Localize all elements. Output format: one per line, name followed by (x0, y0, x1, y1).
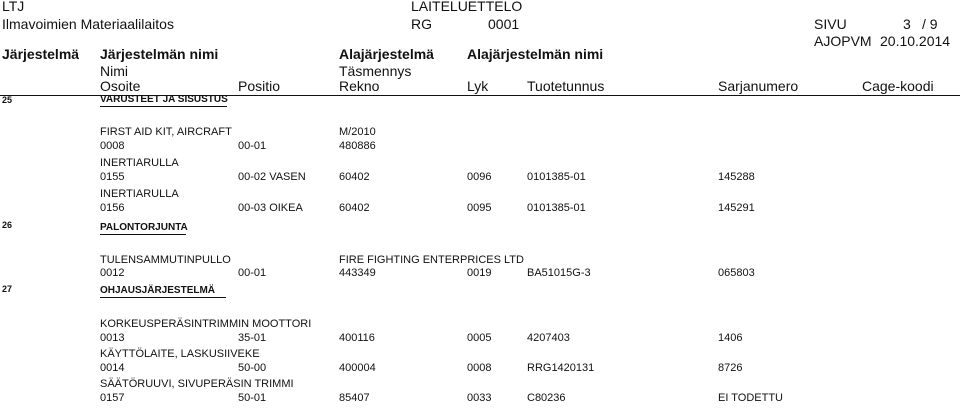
item-positio: 50-01 (238, 392, 267, 404)
item-lyk: 0095 (467, 202, 492, 214)
item-tuotetunnus: C80236 (527, 392, 566, 404)
item-name: TULENSAMMUTINPULLO (100, 254, 231, 266)
system-name: OHJAUSJÄRJESTELMÄ (100, 285, 216, 296)
item-positio: 50-00 (238, 362, 267, 374)
item-rekno: 85407 (339, 392, 370, 404)
system-name-underline (100, 106, 227, 107)
col-header-jarjestelman-nimi: Järjestelmän nimi (100, 46, 219, 62)
system-number: 27 (2, 284, 13, 294)
system-number: 25 (2, 95, 13, 105)
item-name: KORKEUSPERÄSINTRIMMIN MOOTTORI (100, 318, 312, 330)
col-header-positio: Positio (238, 78, 281, 94)
item-osoite: 0155 (100, 171, 125, 183)
item-osoite: 0012 (100, 267, 125, 279)
item-rekno: 443349 (339, 267, 376, 279)
run-date: 20.10.2014 (880, 33, 951, 49)
item-positio: 00-01 (238, 140, 267, 152)
item-positio: 35-01 (238, 332, 267, 344)
item-osoite: 0013 (100, 332, 125, 344)
item-tuotetunnus: BA51015G-3 (527, 267, 591, 279)
item-name: FIRST AID KIT, AIRCRAFT (100, 126, 232, 138)
run-date-label: AJOPVM (814, 33, 872, 49)
item-positio: 00-03 OIKEA (238, 202, 303, 214)
col-header-alajarjestelman-nimi: Alajärjestelmän nimi (467, 46, 604, 62)
page-label: SIVU (814, 16, 847, 32)
rg-label: RG (411, 16, 432, 32)
col-header-osoite: Osoite (100, 78, 141, 94)
item-osoite: 0008 (100, 140, 125, 152)
item-osoite: 0156 (100, 202, 125, 214)
col-header-rekno: Rekno (339, 78, 380, 94)
item-sarjanumero: 8726 (718, 362, 743, 374)
rg-value: 0001 (488, 16, 520, 32)
page-total: / 9 (922, 16, 938, 32)
system-name: VARUSTEET JA SISUSTUS (100, 94, 228, 105)
company-code: LTJ (2, 0, 25, 14)
item-name: INERTIARULLA (100, 157, 179, 169)
item-rekno: 400004 (339, 362, 376, 374)
item-lyk: 0005 (467, 332, 492, 344)
item-rekno: 400116 (339, 332, 375, 344)
item-positio: 00-02 VASEN (238, 171, 306, 183)
item-positio: 00-01 (238, 267, 267, 279)
system-name: PALONTORJUNTA (100, 222, 188, 233)
item-tuotetunnus: 4207403 (527, 332, 570, 344)
item-sarjanumero: 1406 (718, 332, 743, 344)
item-osoite: 0157 (100, 392, 125, 404)
item-spec: FIRE FIGHTING ENTERPRICES LTD (339, 254, 524, 266)
col-header-sarjanumero: Sarjanumero (718, 78, 799, 94)
item-lyk: 0096 (467, 171, 492, 183)
item-lyk: 0019 (467, 267, 492, 279)
system-number: 26 (2, 220, 13, 230)
item-lyk: 0008 (467, 362, 492, 374)
item-spec: M/2010 (339, 126, 376, 138)
system-name-underline (100, 297, 226, 298)
item-name: SÄÄTÖRUUVI, SIVUPERÄSIN TRIMMI (100, 378, 294, 390)
col-header-jarjestelma: Järjestelmä (2, 46, 80, 62)
organization-name: Ilmavoimien Materiaalilaitos (2, 16, 174, 32)
item-sarjanumero: 145288 (718, 171, 755, 183)
col-header-nimi: Nimi (100, 63, 128, 79)
item-rekno: 60402 (339, 202, 370, 214)
item-rekno: 480886 (339, 140, 376, 152)
item-name: KÄYTTÖLAITE, LASKUSIIVEKE (100, 348, 260, 360)
col-header-alajarjestelma: Alajärjestelmä (339, 46, 434, 62)
col-header-tasmennys: Täsmennys (339, 63, 412, 79)
item-tuotetunnus: 0101385-01 (527, 171, 586, 183)
col-header-cage-koodi: Cage-koodi (862, 78, 934, 94)
item-name: INERTIARULLA (100, 188, 179, 200)
item-tuotetunnus: 0101385-01 (527, 202, 586, 214)
item-sarjanumero: 065803 (718, 267, 755, 279)
item-rekno: 60402 (339, 171, 370, 183)
item-sarjanumero: EI TODETTU (718, 392, 783, 404)
report-title: LAITELUETTELO (411, 0, 523, 14)
col-header-tuotetunnus: Tuotetunnus (527, 78, 605, 94)
item-sarjanumero: 145291 (718, 202, 755, 214)
item-tuotetunnus: RRG1420131 (527, 362, 595, 374)
item-lyk: 0033 (467, 392, 492, 404)
page-current: 3 (903, 16, 911, 32)
system-name-underline (100, 234, 186, 235)
col-header-lyk: Lyk (467, 78, 489, 94)
item-osoite: 0014 (100, 362, 125, 374)
